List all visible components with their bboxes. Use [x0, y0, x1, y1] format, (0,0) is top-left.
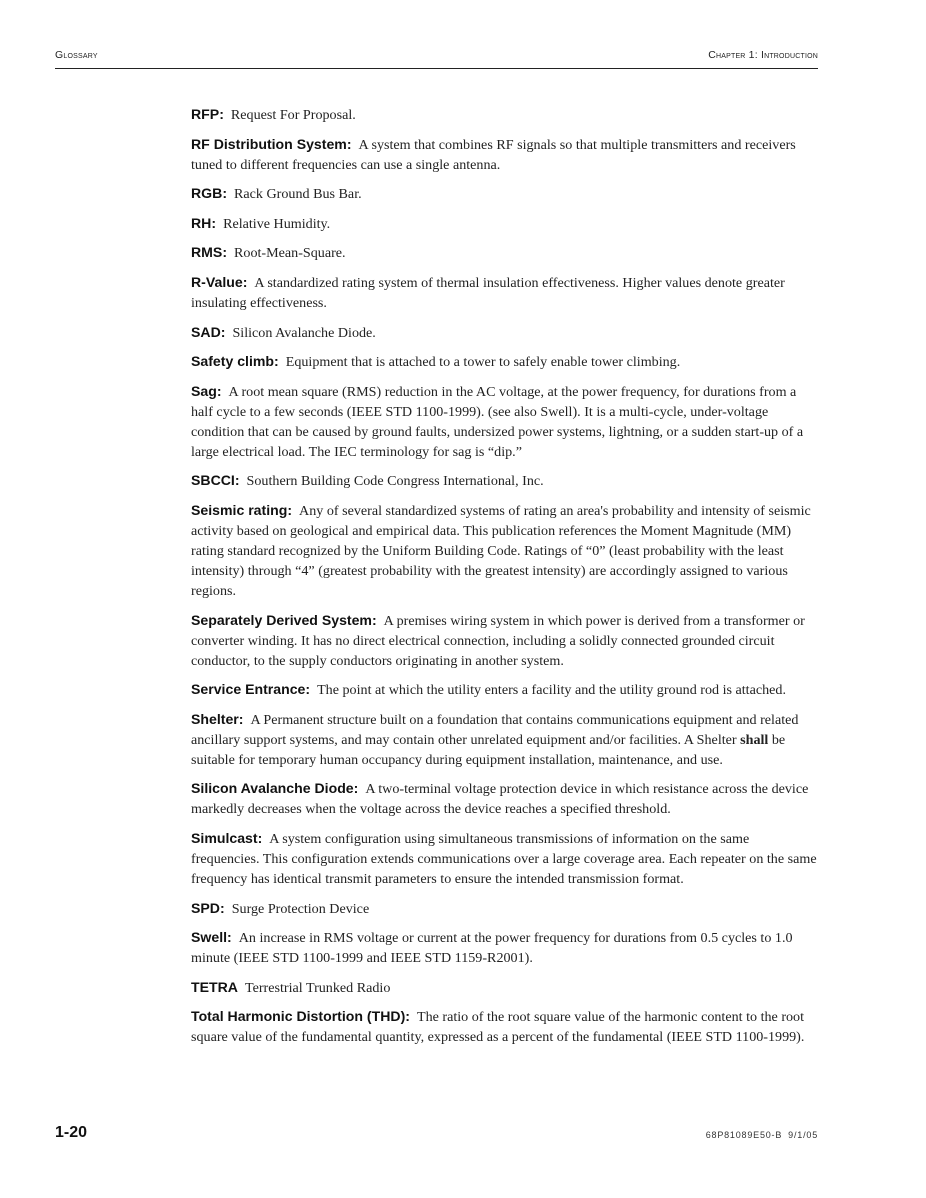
glossary-definition: Relative Humidity.	[223, 215, 331, 232]
glossary-term: Swell:	[191, 929, 232, 946]
glossary-term: SPD:	[191, 899, 225, 916]
glossary-definition: A system that combines RF signals so that multiple transmitters and receivers tuned to different frequencies can use a single antenna.	[191, 136, 796, 173]
glossary-term: RH:	[191, 214, 217, 231]
glossary-entry-tetra	[191, 977, 819, 998]
glossary-definition: Rack Ground Bus Bar.	[234, 186, 362, 203]
glossary-entry-rgb	[191, 183, 819, 204]
glossary-entry-shelter	[191, 709, 819, 770]
definition-text: be suitable for temporary human occupancy during equipment installation, maintenance, and use.	[191, 731, 786, 768]
glossary-term: RGB:	[191, 185, 228, 202]
glossary-term: R-Value:	[191, 273, 248, 290]
glossary-content	[191, 104, 819, 1056]
glossary-term: Safety climb:	[191, 353, 279, 370]
glossary-definition: Surge Protection Device	[231, 900, 370, 917]
header-section-title: Glossary	[55, 49, 98, 61]
glossary-entry-sad	[191, 322, 819, 343]
glossary-term: Shelter:	[191, 710, 244, 727]
glossary-term: Sag:	[191, 382, 222, 399]
header-chapter-title: Chapter 1: Introduction	[708, 49, 818, 61]
glossary-term: Silicon Avalanche Diode:	[191, 780, 359, 797]
document-number: 68P81089E50-B	[705, 1130, 783, 1140]
glossary-entry-service-entrance	[191, 679, 819, 700]
glossary-term: SBCCI:	[191, 472, 240, 489]
glossary-term: RFP:	[191, 106, 224, 122]
glossary-term: Separately Derived System:	[191, 611, 377, 628]
glossary-entry-r-value	[191, 272, 819, 313]
glossary-term: SAD:	[191, 323, 226, 340]
glossary-entry-spd	[191, 898, 819, 919]
glossary-entry-rh	[191, 213, 819, 234]
glossary-entry-silicon-avalanche-diode	[191, 778, 819, 819]
glossary-term: RF Distribution System:	[191, 135, 352, 152]
glossary-entry-safety-climb	[191, 351, 819, 372]
glossary-entry-sbcci	[191, 470, 819, 491]
document-id	[700, 1130, 818, 1140]
glossary-term: Simulcast:	[191, 829, 263, 846]
definition-emphasis: shall	[740, 731, 769, 748]
glossary-entry-swell	[191, 927, 819, 968]
glossary-entry-thd	[191, 1006, 819, 1047]
glossary-entry-seismic-rating	[191, 500, 819, 601]
glossary-definition: Root-Mean-Square.	[234, 245, 346, 262]
glossary-definition: Request For Proposal.	[230, 107, 356, 123]
glossary-term: TETRA	[191, 978, 238, 995]
page-header	[55, 48, 818, 69]
glossary-definition: Southern Building Code Congress International, Inc.	[246, 473, 544, 490]
glossary-definition: Equipment that is attached to a tower to safely enable tower climbing.	[285, 354, 681, 371]
glossary-term: Total Harmonic Distortion (THD):	[191, 1008, 410, 1025]
document-date: 9/1/05	[788, 1130, 818, 1140]
glossary-definition: The ratio of the root square value of the harmonic content to the root square value of the fundamental quantity, expressed as a percent of the fundamental (IEEE STD 1100-1999).	[191, 1009, 805, 1046]
glossary-definition	[191, 712, 798, 768]
glossary-term: Service Entrance:	[191, 681, 311, 698]
glossary-definition: A root mean square (RMS) reduction in the AC voltage, at the power frequency, for durations from a half cycle to a few seconds (IEEE STD 1100-1999). (see also Swell). It is a multi-cycle, under-voltage condition that can be caused by ground faults, undersized power systems, lightning, or a sudden start-up of a large electrical load. The IEC terminology for sag is “dip.”	[191, 383, 804, 460]
glossary-entry-separately-derived-system	[191, 610, 819, 671]
glossary-definition: A two-terminal voltage protection device in which resistance across the device markedly decreases when the voltage across the device reaches a specified threshold.	[191, 781, 809, 818]
glossary-entry-rf-distribution-system	[191, 134, 819, 175]
glossary-entry-simulcast	[191, 828, 819, 889]
definition-text: A Permanent structure built on a foundation that contains communications equipment and related ancillary support systems, and may contain other unrelated equipment and/or facilities. A Shelter	[191, 711, 799, 748]
glossary-definition: The point at which the utility enters a facility and the utility ground rod is attached.	[317, 682, 786, 699]
glossary-entry-rms	[191, 242, 819, 263]
glossary-entry-rfp	[191, 104, 819, 125]
glossary-definition: A premises wiring system in which power is derived from a transformer or converter winding. It has no direct electrical connection, including a solidly connected grounded circuit conductor, to the supply conductors originating in another system.	[191, 612, 805, 669]
glossary-definition: A system configuration using simultaneous transmissions of information on the same frequencies. This configuration extends communications over a large coverage area. Each repeater on the same frequency has identical transmit parameters to ensure the intended transmission format.	[191, 830, 817, 887]
glossary-definition: An increase in RMS voltage or current at the power frequency for durations from 0.5 cycles to 1.0 minute (IEEE STD 1100-1999 and IEEE STD 1159-R2001).	[191, 930, 793, 967]
glossary-term: RMS:	[191, 244, 228, 261]
glossary-definition: Any of several standardized systems of rating an area's probability and intensity of seismic activity based on geological and empirical data. This publication references the Moment Magnitude (MM) rating standard recognized by the Uniform Building Code. Ratings of “0” (least probability with the least intensity) through “4” (greatest probability with the greatest intensity) are accordingly assigned to various regions.	[191, 502, 811, 599]
glossary-definition: Silicon Avalanche Diode.	[232, 324, 376, 341]
glossary-term: Seismic rating:	[191, 501, 293, 518]
page-number: 1-20	[55, 1124, 88, 1141]
glossary-entry-sag	[191, 381, 819, 462]
glossary-definition: A standardized rating system of thermal insulation effectiveness. Higher values denote greater insulating effectiveness.	[191, 274, 785, 311]
glossary-definition: Terrestrial Trunked Radio	[244, 979, 391, 996]
